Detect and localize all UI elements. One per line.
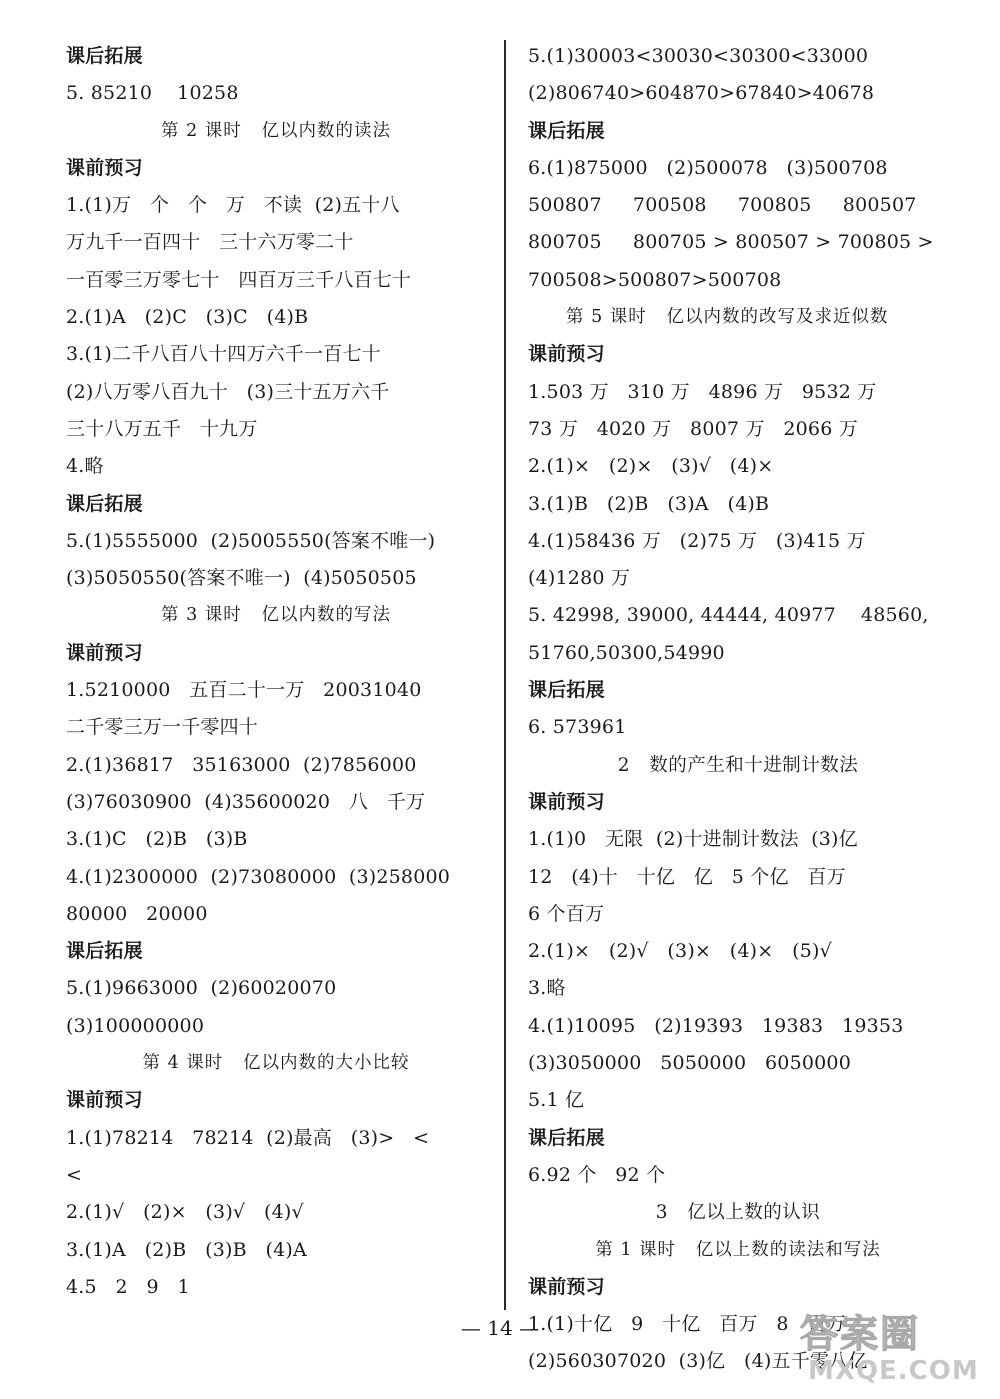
subsection-heading: 课后拓展 — [66, 492, 143, 515]
answer-line: 三十八万五千 十九万 — [66, 417, 258, 440]
answer-line: 500807 700508 700805 800507 — [528, 194, 917, 217]
answer-line: 4.(1)2300000 (2)73080000 (3)258000 — [66, 865, 451, 888]
answer-line: 4.略 — [66, 455, 104, 478]
answer-line: (2)八万零八百九十 (3)三十五万六千 — [66, 380, 390, 403]
subsection-heading: 课后拓展 — [528, 119, 605, 142]
subsection-heading: 课前预习 — [66, 641, 143, 664]
answer-line: 6 个百万 — [528, 902, 605, 925]
answer-line: 4.(1)58436 万 (2)75 万 (3)415 万 — [528, 529, 866, 552]
answer-line: 800705 800705 > 800507 > 700805 > — [528, 231, 934, 254]
answer-line: 1.503 万 310 万 4896 万 9532 万 — [528, 380, 877, 403]
left-column — [66, 38, 486, 1306]
answer-line: 2.(1)√ (2)× (3)√ (4)√ — [66, 1201, 304, 1224]
answer-line: 3.略 — [528, 977, 566, 1000]
watermark-url-text: MXQE.COM — [808, 1356, 979, 1386]
answer-line: 5.1 亿 — [528, 1089, 585, 1112]
answer-line: 80000 20000 — [66, 902, 208, 925]
unit-title: 3 亿以上数的认识 — [655, 1202, 821, 1224]
answer-line: (3)100000000 — [66, 1014, 205, 1037]
subsection-heading: 课前预习 — [528, 343, 605, 366]
subsection-heading: 课前预习 — [66, 156, 143, 179]
answer-line: 1.(1)78214 78214 (2)最高 (3)> < — [66, 1126, 430, 1149]
answer-line: 3.(1)A (2)B (3)B (4)A — [66, 1238, 307, 1261]
answer-line: 6. 573961 — [528, 716, 627, 739]
answer-line: 700508>500807>500708 — [528, 268, 782, 291]
answer-line: 5.(1)5555000 (2)5005550(答案不唯一) — [66, 529, 436, 552]
subsection-heading: 课后拓展 — [528, 679, 605, 702]
answer-line: < — [66, 1163, 83, 1186]
answer-line: 5. 42998, 39000, 44444, 40977 48560, — [528, 604, 929, 627]
watermark-logo — [800, 1312, 990, 1392]
answer-line: (3)3050000 5050000 6050000 — [528, 1052, 852, 1075]
lesson-title: 第 3 课时 亿以内数的写法 — [161, 605, 391, 626]
page-number: — 14 — — [460, 1316, 540, 1340]
answer-line: 万九千一百四十 三十六万零二十 — [66, 231, 354, 254]
answer-line: 2.(1)36817 35163000 (2)7856000 — [66, 753, 417, 776]
watermark-main-text: 答案圈 — [800, 1312, 921, 1356]
answer-line: 1.5210000 五百二十一万 20031040 — [66, 679, 422, 702]
answer-line: 2.(1)× (2)× (3)√ (4)× — [528, 455, 774, 478]
answer-line: 6.92 个 92 个 — [528, 1163, 666, 1186]
lesson-title: 第 1 课时 亿以上数的读法和写法 — [595, 1239, 881, 1260]
answer-line: (2)560307020 (3)亿 (4)五千零八亿 — [528, 1350, 868, 1373]
answer-line: 二千零三万一千零四十 — [66, 716, 259, 739]
right-column — [528, 38, 948, 1381]
subsection-heading: 课后拓展 — [66, 45, 143, 67]
subsection-heading: 课前预习 — [528, 790, 605, 813]
subsection-heading: 课后拓展 — [528, 1126, 605, 1149]
unit-title: 2 数的产生和十进制计数法 — [617, 754, 859, 776]
answer-line: 5.(1)30003<30030<30300<33000 — [528, 45, 869, 67]
answer-line: 4.(1)10095 (2)19393 19383 19353 — [528, 1014, 904, 1037]
subsection-heading: 课前预习 — [66, 1089, 143, 1112]
answer-line: 3.(1)二千八百八十四万六千一百七十 — [66, 343, 381, 366]
answer-line: 12 (4)十 十亿 亿 5 个亿 百万 — [528, 865, 846, 888]
subsection-heading: 课前预习 — [528, 1275, 605, 1298]
answer-line: (4)1280 万 — [528, 567, 631, 590]
answer-line: 2.(1)× (2)√ (3)× (4)× (5)√ — [528, 940, 832, 963]
lesson-title: 第 5 课时 亿以内数的改写及求近似数 — [566, 307, 889, 328]
answer-line: 3.(1)B (2)B (3)A (4)B — [528, 492, 770, 515]
answer-line: 1.(1)0 无限 (2)十进制计数法 (3)亿 — [528, 828, 858, 851]
answer-line: 5. 85210 10258 — [66, 82, 239, 105]
answer-line: 4.5 2 9 1 — [66, 1275, 190, 1298]
answer-line: 一百零三万零七十 四百万三千八百七十 — [66, 268, 412, 291]
subsection-heading: 课后拓展 — [66, 940, 143, 963]
lesson-title: 第 4 课时 亿以内数的大小比较 — [142, 1053, 410, 1074]
answer-line: 51760,50300,54990 — [528, 641, 725, 664]
answer-line: (3)5050550(答案不唯一) (4)5050505 — [66, 567, 417, 590]
answer-line: 2.(1)A (2)C (3)C (4)B — [66, 306, 309, 329]
lesson-title: 第 2 课时 亿以内数的读法 — [161, 120, 391, 141]
answer-line: (2)806740>604870>67840>40678 — [528, 82, 875, 105]
answer-line: 3.(1)C (2)B (3)B — [66, 828, 248, 851]
answer-line: 6.(1)875000 (2)500078 (3)500708 — [528, 156, 888, 179]
answer-line: 5.(1)9663000 (2)60020070 — [66, 977, 337, 1000]
column-divider — [504, 40, 506, 1310]
answer-line: 1.(1)万 个 个 万 不读 (2)五十八 — [66, 194, 400, 217]
answer-line: 1.(1)十亿 9 十亿 百万 8 百万 — [528, 1313, 846, 1336]
answer-line: (3)76030900 (4)35600020 八 千万 — [66, 790, 426, 813]
answer-line: 73 万 4020 万 8007 万 2066 万 — [528, 417, 858, 440]
